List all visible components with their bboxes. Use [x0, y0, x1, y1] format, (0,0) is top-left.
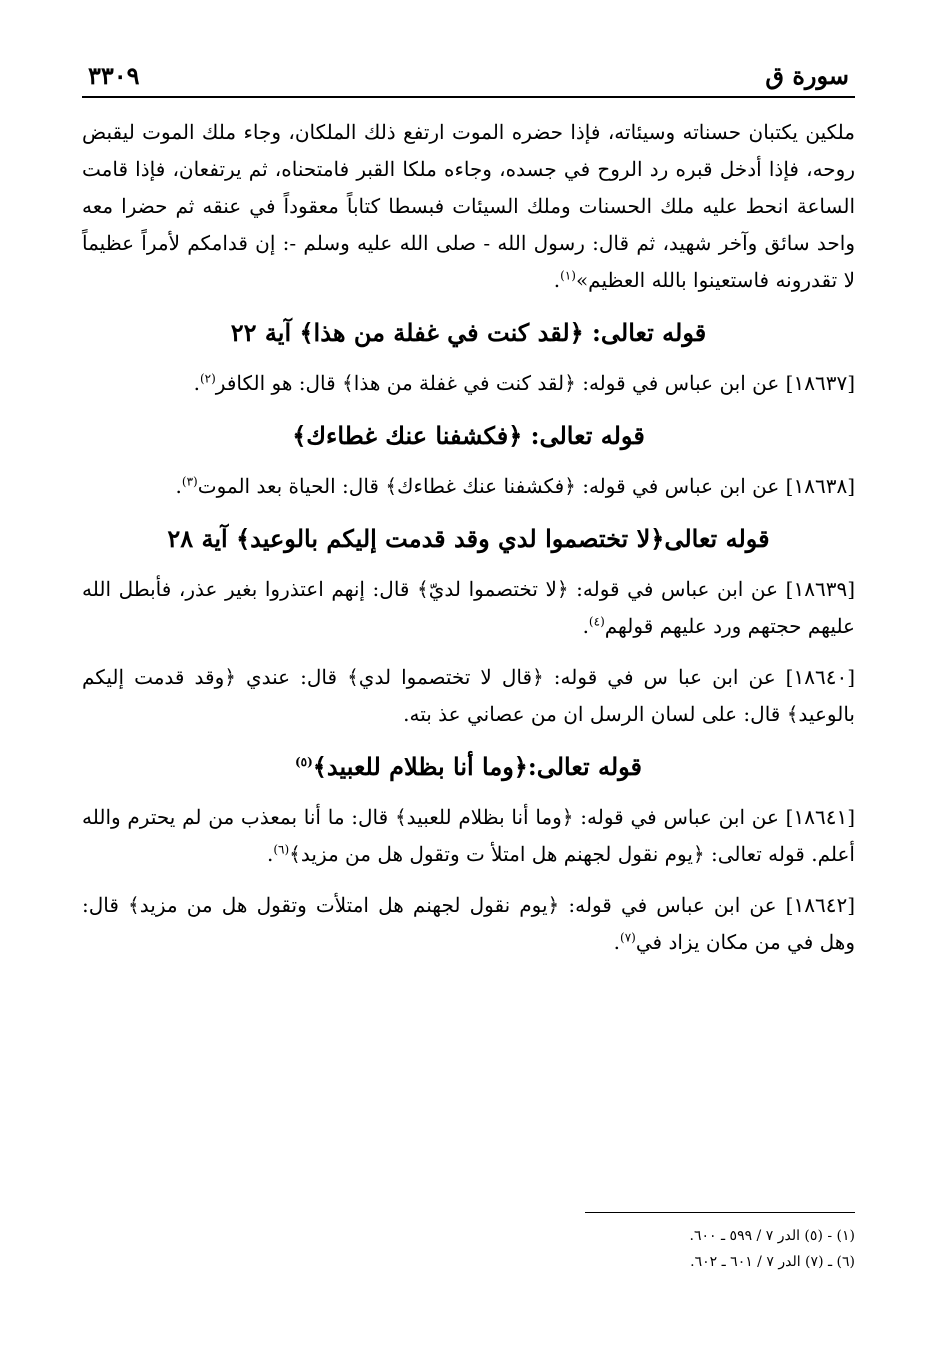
- footnote-ref-6: (٦): [273, 842, 290, 857]
- paragraph-18638-text: [١٨٦٣٨] عن ابن عباس في قوله: ﴿فكشفنا عنك غطاءك﴾ قال: الحياة بعد الموت: [197, 474, 855, 498]
- heading-zallam-text: قوله تعالى:﴿وما أنا بظلام للعبيد﴾: [312, 752, 643, 781]
- paragraph-1-end: .: [553, 268, 561, 292]
- footnote-ref-7: (٧): [620, 930, 636, 945]
- footnote-ref-4: (٤): [588, 614, 605, 629]
- paragraph-18639-text: [١٨٦٣٩] عن ابن عباس في قوله: ﴿لا تختصموا لديّ﴾ قال: إنهم اعتذروا بغير عذر، فأبطل الله عليهم حجتهم ورد عليهم قولهم: [82, 577, 855, 638]
- paragraph-18638-end: .: [175, 474, 182, 498]
- footnote-ref-5: (٥): [294, 755, 313, 769]
- heading-verse-28: قوله تعالى﴿لا تختصموا لدي وقد قدمت إليكم بالوعيد﴾ آية ٢٨: [167, 524, 770, 553]
- heading-zallam: [82, 747, 855, 787]
- page-body: [82, 114, 855, 961]
- paragraph-18637-text: [١٨٦٣٧] عن ابن عباس في قوله: ﴿لقد كنت في غفلة من هذا﴾ قال: هو الكافر: [215, 371, 855, 395]
- footnotes: [82, 1212, 855, 1275]
- paragraph-18641: [82, 799, 855, 873]
- paragraph-18639: [82, 571, 855, 645]
- paragraph-18639-end: .: [582, 614, 589, 638]
- paragraph-18641-end: .: [266, 842, 274, 866]
- paragraph-18640: [١٨٦٤٠] عن ابن عبا س في قوله: ﴿قال لا تختصموا لدي﴾ قال: عندي ﴿وقد قدمت إليكم بالوعيد﴾ قال: على لسان الرسل ان من عصاني عذ بته.: [82, 665, 855, 726]
- paragraph-1-text: ملكين يكتبان حسناته وسيئاته، فإذا حضره الموت ارتفع ذلك الملكان، وجاء ملك الموت ليقبض روحه، فإذا أدخل قبره رد الروح في جسده، وجاءه ملكا القبر فامتحناه، ثم يرتفعان، فإذا قامت الساعة انحط عليه ملك الحسنات وملك السيئات فبسطا كتاباً معقوداً في عنقه ثم حضرا معه واحد سائق وآخر شهيد، ثم قال: رسول الله - صلى الله عليه وسلم -: إن قدامكم لأمراً عظيماً لا تقدرونه فاستعينوا بالله العظيم»: [82, 120, 855, 292]
- footnote-divider: [585, 1212, 855, 1213]
- footnote-ref-2: (٢): [199, 371, 216, 386]
- paragraph-18637-end: .: [193, 371, 200, 395]
- heading-verse-22: قوله تعالى: ﴿لقد كنت في غفلة من هذا﴾ آية ٢٢: [230, 318, 707, 347]
- page-header: [82, 50, 855, 98]
- footnote-1: (١) - (٥) الدر ٧ / ٥٩٩ ـ ٦٠٠.: [689, 1228, 855, 1244]
- paragraph-1: [82, 114, 855, 299]
- paragraph-18637: [82, 365, 855, 402]
- paragraph-18641-text: [١٨٦٤١] عن ابن عباس في قوله: ﴿وما أنا بظلام للعبيد﴾ قال: ما أنا بمعذب من لم يحترم والله أعلم. قوله تعالى: ﴿يوم نقول لجهنم هل امتلأ ت وتقول هل من مزيد﴾: [82, 805, 855, 866]
- paragraph-18642: [82, 887, 855, 961]
- paragraph-18638: [82, 468, 855, 505]
- footnote-ref-1: (١): [560, 268, 576, 283]
- paragraph-18642-text: [١٨٦٤٢] عن ابن عباس في قوله: ﴿يوم نقول لجهنم هل امتلأت وتقول هل من مزيد﴾ قال: وهل في من مكان يزاد في: [82, 893, 855, 954]
- footnote-2: (٦) ـ (٧) الدر ٧ / ٦٠١ ـ ٦٠٢.: [690, 1254, 855, 1270]
- paragraph-18642-end: .: [613, 930, 621, 954]
- heading-fakashafna: قوله تعالى: ﴿فكشفنا عنك غطاءك﴾: [292, 421, 645, 450]
- footnote-ref-3: (٣): [181, 474, 198, 489]
- page-number: ٣٣٠٩: [88, 61, 140, 90]
- surah-title: سورة ق: [765, 61, 849, 90]
